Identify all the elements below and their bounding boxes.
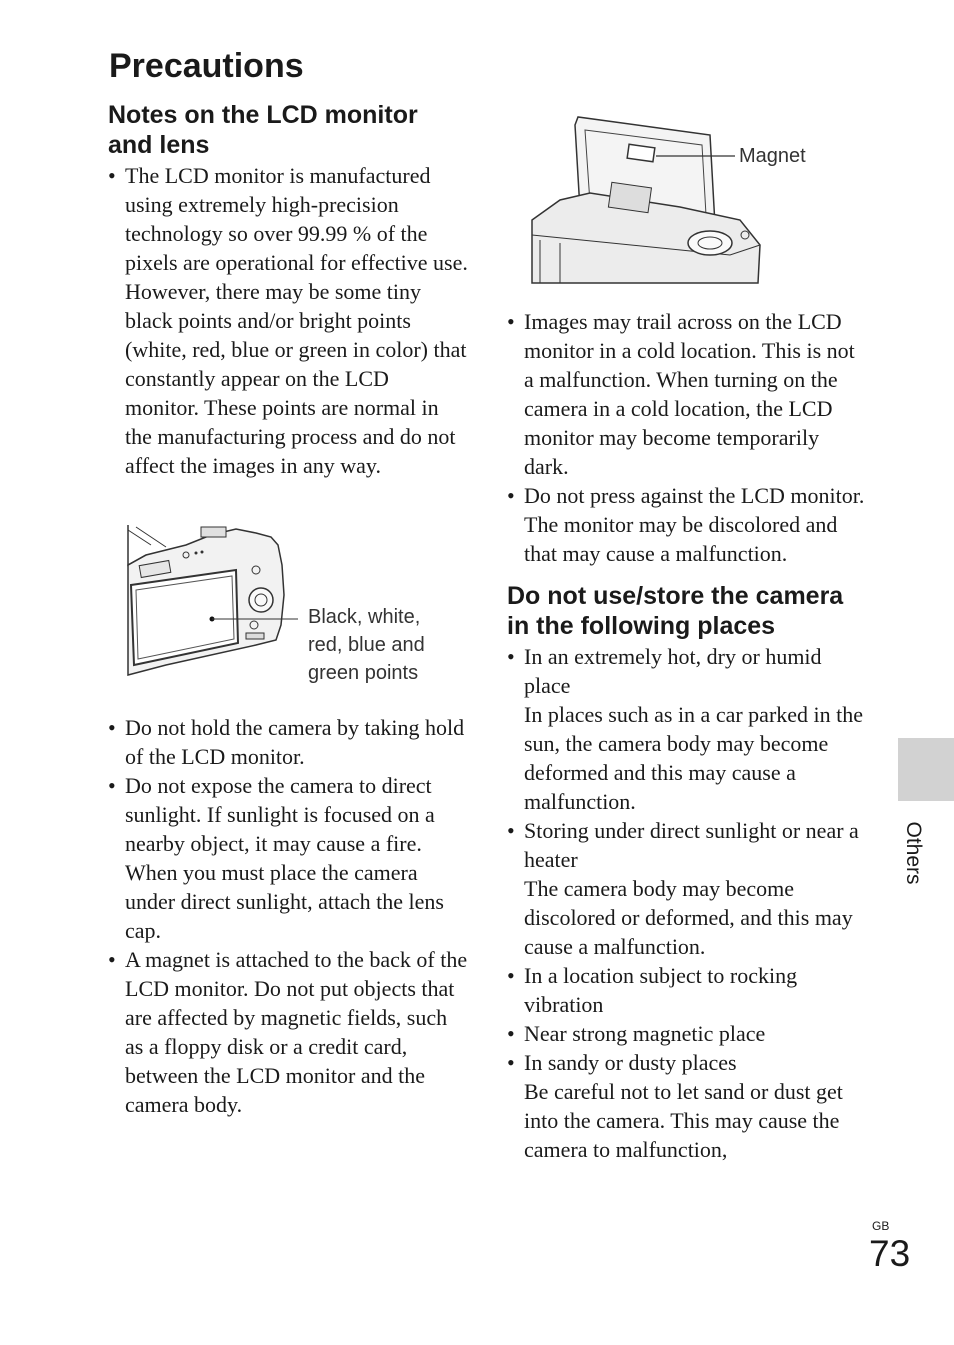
place-detail: The camera body may become discolored or deformed, and this may cause a malfunction. — [524, 876, 853, 959]
list-item — [507, 816, 867, 961]
list-item — [507, 1019, 867, 1048]
list-item: • Images may trail across on the LCD monitor in a cold location. This is not a malfunction. When turning on the camera in a cold location, the LCD monitor may become temporarily dark. — [507, 307, 867, 481]
place-detail: In places such as in a car parked in the sun, the camera body may become deformed and this may cause a malfunction. — [524, 702, 864, 814]
section-tab-marker — [898, 738, 954, 801]
list-item: • Do not hold the camera by taking hold of the LCD monitor. — [108, 713, 468, 771]
list-item — [507, 961, 867, 1019]
place-item: • Storing under direct sunlight or near a heater — [524, 818, 859, 872]
place-item: • In an extremely hot, dry or humid place — [524, 644, 822, 698]
magnet-figure — [530, 115, 850, 287]
storage-places-list — [507, 642, 867, 1164]
list-item: • A magnet is attached to the back of the LCD monitor. Do not put objects that are affected by magnetic fields, such as a floppy disk or a credit card, between the LCD monitor and the camera body. — [108, 945, 468, 1119]
place-item: • In a location subject to rocking vibration — [524, 963, 798, 1017]
section-heading-storage: Do not use/store the camera in the following places — [507, 582, 844, 640]
camera-back-illustration — [126, 525, 306, 680]
lcd-notes-list — [108, 161, 468, 480]
lcd-points-figure — [126, 525, 466, 690]
magnet-label: Magnet — [739, 145, 806, 167]
place-item: • In sandy or dusty places — [524, 1050, 737, 1075]
list-item — [507, 642, 867, 816]
place-detail: Be careful not to let sand or dust get into the camera. This may cause the camera to malfunction, — [524, 1079, 843, 1162]
page-title: Precautions — [109, 47, 304, 85]
place-item: • Near strong magnetic place — [524, 1021, 766, 1046]
region-code: GB — [872, 1219, 890, 1233]
left-column — [108, 100, 468, 480]
lcd-handling-list — [108, 713, 468, 1119]
left-column-lower — [108, 713, 468, 1119]
camera-tilted-lcd-illustration — [530, 115, 770, 285]
page-number: 73 — [869, 1233, 911, 1274]
list-item: • Do not expose the camera to direct sunlight. If sunlight is focused on a nearby object, it may cause a fire. When you must place the camera under direct sunlight, attach the lens cap. — [108, 771, 468, 945]
right-column — [507, 307, 867, 1164]
section-tab-label: Others — [902, 821, 925, 885]
list-item: • The LCD monitor is manufactured using extremely high-precision technology so over 99.99 % of the pixels are operational for effective use. However, there may be some tiny black points and/or bright points (white, red, blue or green in color) that constantly appear on the LCD monitor. These points are normal in the manufacturing process and do not affect the images in any way. — [108, 161, 468, 480]
lcd-cold-list — [507, 307, 867, 568]
list-item: • Do not press against the LCD monitor. The monitor may be discolored and that may cause a malfunction. — [507, 481, 867, 568]
list-item — [507, 1048, 867, 1164]
lcd-points-label: Black, white, red, blue and green points — [308, 606, 425, 684]
section-heading-lcd: Notes on the LCD monitor and lens — [108, 101, 418, 159]
